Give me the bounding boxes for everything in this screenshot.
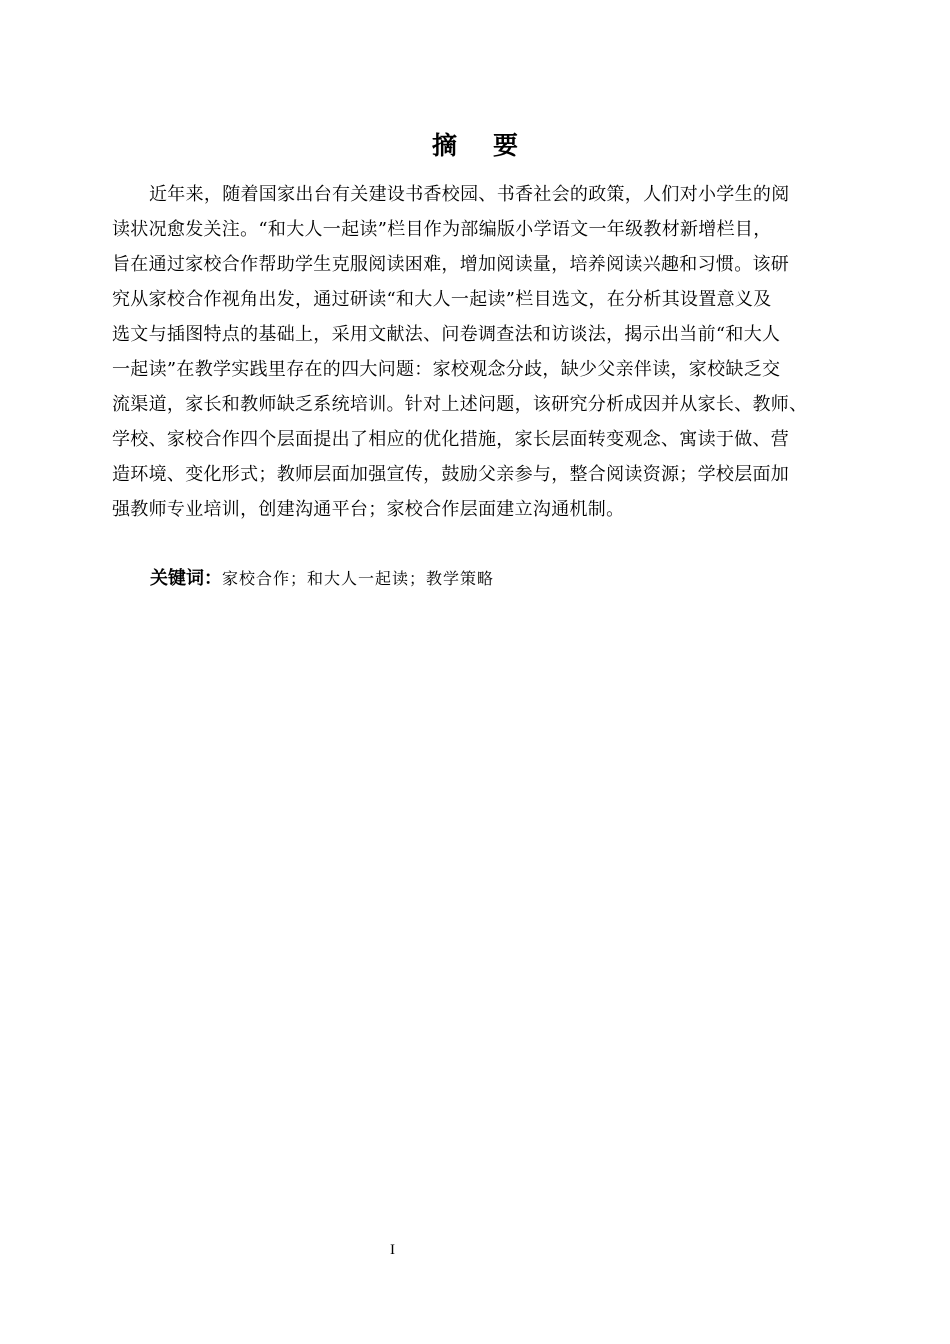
abstract-line: 选文与插图特点的基础上，采用文献法、问卷调查法和访谈法，揭示出当前“和大人 [112, 324, 781, 345]
page-number: I [390, 1242, 395, 1258]
keywords-value: 家校合作；和大人一起读；教学策略 [222, 569, 495, 588]
abstract-line: 学校、家校合作四个层面提出了相应的优化措施，家长层面转变观念、寓读于做、营 [112, 429, 790, 450]
abstract-line: 流渠道，家长和教师缺乏系统培训。针对上述问题，该研究分析成因并从家长、教师、 [112, 394, 808, 415]
keywords-label: 关键词： [150, 568, 222, 589]
keywords-row [150, 563, 494, 595]
abstract-line: 造环境、变化形式；教师层面加强宣传，鼓励父亲参与，整合阅读资源；学校层面加 [112, 464, 790, 485]
abstract-line: 旨在通过家校合作帮助学生克服阅读困难，增加阅读量，培养阅读兴趣和习惯。该研 [112, 254, 790, 275]
abstract-line: 究从家校合作视角出发，通过研读“和大人一起读”栏目选文，在分析其设置意义及 [112, 289, 772, 310]
abstract-title-char-2: 要 [493, 131, 519, 160]
abstract-line: 一起读”在教学实践里存在的四大问题：家校观念分歧，缺少父亲伴读，家校缺乏交 [112, 359, 781, 380]
abstract-line: 强教师专业培训，创建沟通平台；家校合作层面建立沟通机制。 [112, 499, 625, 520]
abstract-line: 近年来，随着国家出台有关建设书香校园、书香社会的政策，人们对小学生的阅 [149, 184, 790, 205]
abstract-line: 读状况愈发关注。“和大人一起读”栏目作为部编版小学语文一年级教材新增栏目， [112, 219, 772, 240]
abstract-title-char-1: 摘 [431, 131, 457, 160]
abstract-title [0, 128, 950, 164]
abstract-body [112, 177, 844, 527]
